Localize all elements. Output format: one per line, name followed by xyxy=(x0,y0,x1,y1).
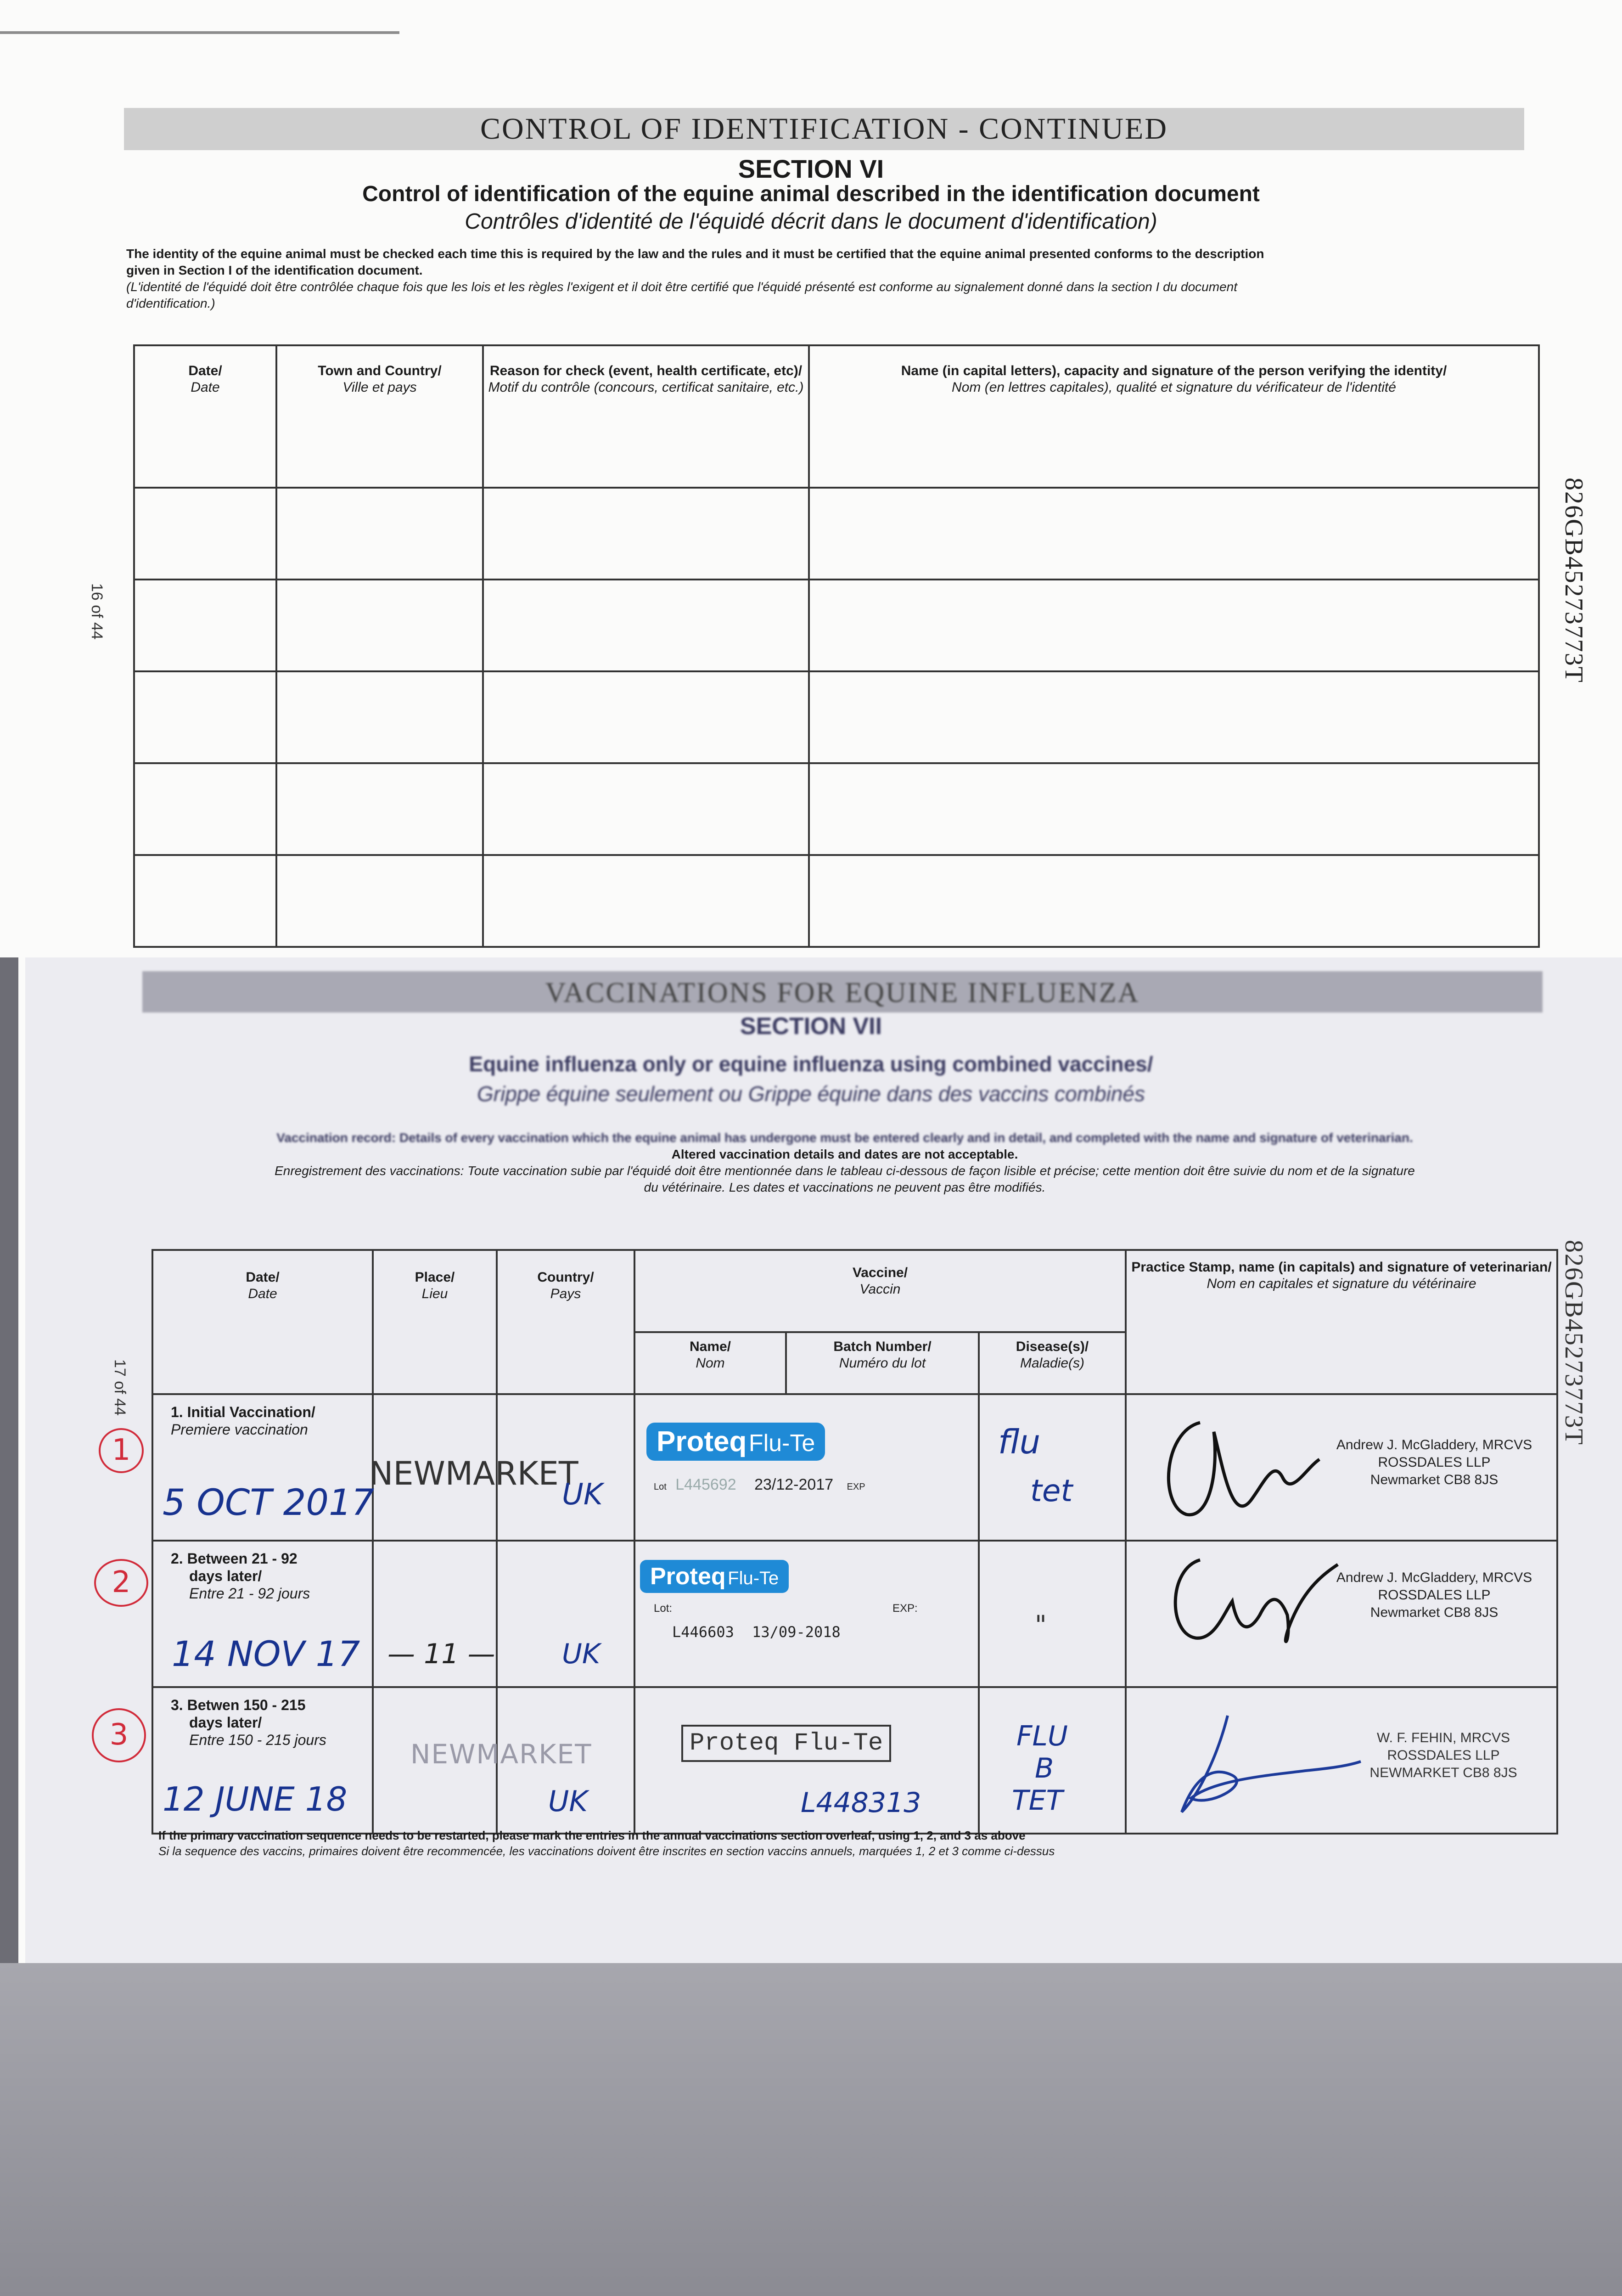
vacc-place-header xyxy=(373,1250,497,1394)
row2-lot-line xyxy=(672,1623,841,1641)
section6-intro-fr-1: (L'identité de l'équidé doit être contrôlée chaque fois que les lois et les règles l'exigent et il doit être certifié que l'équidé présenté est conforme au signalement donné dans la section I du document xyxy=(126,280,1237,294)
row3-vet-address: NEWMARKET CB8 8JS xyxy=(1369,1765,1517,1780)
row2-lot-label: Lot: xyxy=(654,1602,673,1615)
row1-date-handwritten: 5 OCT 2017 xyxy=(163,1482,375,1524)
row3-vet-stamp xyxy=(1333,1729,1554,1782)
vacc-date-fr: Date xyxy=(248,1286,277,1301)
vacc-place-fr: Lieu xyxy=(421,1286,448,1301)
vacc-place-en: Place/ xyxy=(415,1270,455,1285)
row3-vet-practice: ROSSDALES LLP xyxy=(1387,1748,1500,1763)
col-reason-fr: Motif du contrôle (concours, certificat sanitaire, etc.) xyxy=(488,380,804,395)
vacc-practice-fr: Nom en capitales et signature du vétérinaire xyxy=(1207,1276,1476,1291)
row2-vet-practice: ROSSDALES LLP xyxy=(1378,1587,1491,1603)
vacc-name-header xyxy=(634,1332,786,1394)
section6-subtitle: Contrôles d'identité de l'équidé décrit dans le document d'identification) xyxy=(465,209,1157,234)
section6-intro-en-1: The identity of the equine animal must be checked each time this is required by the law and the rules and it must be certified that the equine animal presented conforms to the description xyxy=(126,247,1264,261)
row2-label xyxy=(171,1550,310,1602)
table-cell[interactable] xyxy=(134,488,276,580)
row3-label-1: 3. Betwen 150 - 215 xyxy=(171,1697,306,1713)
vacc-name-fr: Nom xyxy=(696,1356,725,1371)
row2-vaccine-sub: Flu-Te xyxy=(728,1568,779,1588)
row1-vet-practice: ROSSDALES LLP xyxy=(1378,1455,1491,1470)
section6-title: Control of identification of the equine animal described in the identification document xyxy=(362,182,1260,206)
row2-label-fr: Entre 21 - 92 jours xyxy=(189,1585,310,1602)
table-cell[interactable] xyxy=(276,855,483,947)
vacc-row3-country-cell[interactable] xyxy=(497,1687,634,1834)
vaccination-header-row xyxy=(152,1250,1557,1332)
row3-disease-1: FLU xyxy=(1016,1720,1068,1752)
vacc-country-header xyxy=(497,1250,634,1394)
row1-country-handwritten: UK xyxy=(562,1478,603,1512)
vacc-vaccine-header xyxy=(634,1250,1126,1332)
page-edge-shadow xyxy=(0,957,18,1968)
vacc-practice-en: Practice Stamp, name (in capitals) and signature of veterinarian/ xyxy=(1131,1260,1552,1275)
table-row xyxy=(134,488,1539,580)
row3-label-fr: Entre 150 - 215 jours xyxy=(189,1732,326,1748)
section7-banner-text: VACCINATIONS FOR EQUINE INFLUENZA xyxy=(545,977,1140,1008)
table-cell[interactable] xyxy=(276,580,483,671)
table-cell[interactable] xyxy=(483,855,809,947)
vacc-date-header xyxy=(152,1250,373,1394)
section6-intro-fr-2: d'identification.) xyxy=(126,296,215,310)
vacc-row2-place-cell[interactable] xyxy=(373,1541,497,1687)
section7-subtitle: Grippe équine seulement ou Grippe équine dans des vaccins combinés xyxy=(477,1082,1145,1106)
table-cell[interactable] xyxy=(809,855,1539,947)
section7-intro-1: Vaccination record: Details of every vaccination which the equine animal has undergone must be entered clearly and in detail, and completed with the name and signature of veterinarian. xyxy=(276,1131,1413,1145)
table-cell[interactable] xyxy=(483,488,809,580)
vacc-row1-vaccine-cell[interactable] xyxy=(634,1394,979,1541)
section7-intro-2: Altered vaccination details and dates are not acceptable. xyxy=(671,1147,1018,1161)
row2-vaccine-brand: Proteq xyxy=(650,1563,726,1590)
vacc-batch-en: Batch Number/ xyxy=(833,1339,932,1355)
vacc-row2-vaccine-cell[interactable] xyxy=(634,1541,979,1687)
table-cell[interactable] xyxy=(483,671,809,763)
footnote-en: If the primary vaccination sequence needs to be restarted, please mark the entries in the annual vaccinations section overleaf, using 1, 2, and 3 as above xyxy=(158,1829,1026,1842)
vacc-row3-date-cell[interactable] xyxy=(152,1687,373,1834)
table-cell[interactable] xyxy=(134,855,276,947)
table-cell[interactable] xyxy=(809,671,1539,763)
row1-vaccine-label xyxy=(646,1423,825,1461)
vacc-row3-practice-cell[interactable] xyxy=(1126,1687,1557,1834)
row1-disease-2: tet xyxy=(1030,1473,1073,1508)
vaccination-row-2 xyxy=(152,1541,1557,1687)
vaccination-footnote xyxy=(158,1828,1536,1859)
vacc-row3-vaccine-cell[interactable] xyxy=(634,1687,979,1834)
vacc-row2-country-cell[interactable] xyxy=(497,1541,634,1687)
row1-vaccine-sub: Flu-Te xyxy=(748,1430,815,1457)
table-cell[interactable] xyxy=(134,580,276,671)
row1-label-en: 1. Initial Vaccination/ xyxy=(171,1404,315,1420)
page-number-16: 16 of 44 xyxy=(88,583,106,640)
vacc-row1-disease-cell[interactable] xyxy=(979,1394,1126,1541)
vacc-name-en: Name/ xyxy=(689,1339,731,1355)
vacc-vaccine-fr: Vaccin xyxy=(859,1282,901,1297)
row2-sequence-circle: 2 xyxy=(94,1559,148,1607)
vacc-row1-place-cell[interactable] xyxy=(369,1394,578,1541)
col-date-fr: Date xyxy=(191,380,220,395)
row1-lot-line xyxy=(654,1476,865,1494)
section7-title: Equine influenza only or equine influenza using combined vaccines/ xyxy=(469,1052,1153,1076)
table-row xyxy=(134,671,1539,763)
row1-vet-signature xyxy=(1145,1404,1338,1524)
vaccination-table xyxy=(152,1249,1558,1835)
passport-serial-number: 826GB45273773T xyxy=(1560,478,1588,683)
vacc-country-fr: Pays xyxy=(550,1286,581,1301)
vacc-country-en: Country/ xyxy=(537,1270,594,1285)
section6-intro-en-2: given in Section I of the identification document. xyxy=(126,263,423,277)
row2-vet-address: Newmarket CB8 8JS xyxy=(1370,1605,1499,1620)
row2-vaccine-label xyxy=(640,1560,789,1593)
row2-disease-ditto: " xyxy=(1035,1610,1047,1640)
vacc-vaccine-en: Vaccine/ xyxy=(852,1265,908,1280)
row1-lot-prefix: Lot xyxy=(654,1482,667,1492)
row3-disease-2: B xyxy=(1035,1752,1054,1784)
table-row xyxy=(134,763,1539,855)
vacc-row2-date-cell[interactable] xyxy=(152,1541,373,1687)
section7-intro-4: du vétérinaire. Les dates et vaccinations ne peuvent pas être modifiés. xyxy=(644,1180,1046,1194)
row2-place-ditto: — 11 — xyxy=(387,1638,495,1670)
row1-expiry: 23/12-2017 xyxy=(754,1476,834,1493)
section7-intro-3: Enregistrement des vaccinations: Toute vaccination subie par l'équidé doit être mentionnée dans le tableau ci-dessous de façon lisible et précise; cette mention doit être suivie du nom et de la signature xyxy=(275,1164,1415,1178)
vacc-batch-fr: Numéro du lot xyxy=(839,1356,926,1371)
section6-banner xyxy=(124,108,1524,150)
row3-lot-handwritten: L448313 xyxy=(801,1787,921,1819)
row2-country-handwritten: UK xyxy=(562,1638,601,1670)
vacc-row2-practice-cell[interactable] xyxy=(1126,1541,1557,1687)
vacc-date-en: Date/ xyxy=(246,1270,280,1285)
col-town-en: Town and Country/ xyxy=(318,363,442,378)
scanner-background xyxy=(0,1963,1622,2296)
section6-intro xyxy=(126,246,1504,312)
row2-exp-label: EXP: xyxy=(892,1602,918,1615)
row2-vet-stamp xyxy=(1319,1569,1549,1621)
row1-vaccine-brand: Proteq xyxy=(657,1426,747,1458)
table-row xyxy=(134,855,1539,947)
table-cell[interactable] xyxy=(276,488,483,580)
row2-expiry: 13/09-2018 xyxy=(752,1623,841,1641)
col-reason-en: Reason for check (event, health certificate, etc)/ xyxy=(489,363,803,378)
vacc-row1-date-cell[interactable] xyxy=(152,1394,373,1541)
row3-label xyxy=(171,1696,326,1749)
col-date-en: Date/ xyxy=(188,363,222,378)
row1-sequence-circle: 1 xyxy=(99,1428,144,1473)
row3-country-handwritten: UK xyxy=(548,1784,588,1818)
col-reason-header xyxy=(483,345,809,488)
vacc-batch-header xyxy=(786,1332,979,1394)
row1-place-stamp: NEWMARKET xyxy=(369,1455,578,1492)
vacc-row2-disease-cell[interactable] xyxy=(979,1541,1126,1687)
table-cell[interactable] xyxy=(134,763,276,855)
row3-vet-name: W. F. FEHIN, MRCVS xyxy=(1377,1730,1510,1745)
section7-label: SECTION VII xyxy=(740,1013,882,1040)
row3-date-handwritten: 12 JUNE 18 xyxy=(163,1780,348,1818)
table-cell[interactable] xyxy=(483,580,809,671)
vacc-disease-header xyxy=(979,1332,1126,1394)
col-date-header xyxy=(134,345,276,488)
section6-banner-text: CONTROL OF IDENTIFICATION - CONTINUED xyxy=(480,112,1168,146)
vacc-disease-en: Disease(s)/ xyxy=(1016,1339,1089,1355)
vaccination-row-1 xyxy=(152,1394,1557,1541)
row1-lot-number: L445692 xyxy=(675,1476,736,1493)
vacc-row3-disease-cell[interactable] xyxy=(979,1687,1126,1834)
row3-disease-3: TET xyxy=(1012,1784,1063,1817)
row1-vet-stamp xyxy=(1319,1436,1549,1489)
table-cell[interactable] xyxy=(134,671,276,763)
row1-vet-address: Newmarket CB8 8JS xyxy=(1370,1472,1499,1487)
row2-label-2: days later/ xyxy=(189,1568,262,1584)
vaccination-row-3 xyxy=(152,1687,1557,1834)
row1-disease-1: flu xyxy=(998,1423,1041,1461)
scan-edge-line xyxy=(0,31,399,34)
identification-check-table xyxy=(133,344,1540,948)
row2-date-handwritten: 14 NOV 17 xyxy=(172,1633,360,1674)
table-cell[interactable] xyxy=(483,763,809,855)
row2-label-1: 2. Between 21 - 92 xyxy=(171,1550,297,1567)
section7-intro xyxy=(152,1130,1538,1196)
row1-label xyxy=(171,1403,315,1438)
row3-label-2: days later/ xyxy=(189,1714,262,1731)
row3-vaccine-stamp: Proteq Flu-Te xyxy=(681,1725,891,1762)
page-number-17: 17 of 44 xyxy=(111,1359,129,1416)
section6-label: SECTION VI xyxy=(738,154,884,183)
table-row xyxy=(134,580,1539,671)
section7-banner xyxy=(142,971,1543,1013)
vacc-practice-header xyxy=(1126,1250,1557,1394)
col-name-header xyxy=(809,345,1539,488)
vacc-disease-fr: Maladie(s) xyxy=(1020,1356,1085,1371)
table-cell[interactable] xyxy=(809,763,1539,855)
row3-sequence-circle: 3 xyxy=(92,1708,146,1762)
row1-vet-name: Andrew J. McGladdery, MRCVS xyxy=(1336,1437,1532,1452)
row1-label-fr: Premiere vaccination xyxy=(171,1421,308,1438)
footnote-fr: Si la sequence des vaccins, primaires doivent être recommencée, les vaccinations doivent être inscrites en section vaccins annuels, marquées 1, 2 et 3 comme ci-dessus xyxy=(158,1844,1055,1858)
col-name-en: Name (in capital letters), capacity and signature of the person verifying the identity/ xyxy=(901,363,1447,378)
table-header-row xyxy=(134,345,1539,488)
table-cell[interactable] xyxy=(276,763,483,855)
col-name-fr: Nom (en lettres capitales), qualité et signature du vérificateur de l'identité xyxy=(952,380,1396,395)
col-town-header xyxy=(276,345,483,488)
row2-vet-signature xyxy=(1154,1546,1347,1652)
row3-place-stamp: NEWMARKET xyxy=(410,1739,592,1770)
vacc-row1-country-cell[interactable] xyxy=(497,1394,634,1541)
vacc-row1-practice-cell[interactable] xyxy=(1126,1394,1557,1541)
table-cell[interactable] xyxy=(809,488,1539,580)
row1-exp-label: EXP xyxy=(847,1482,865,1492)
passport-serial-number-lower: 826GB45273773T xyxy=(1560,1240,1588,1446)
col-town-fr: Ville et pays xyxy=(342,380,417,395)
row2-vet-name: Andrew J. McGladdery, MRCVS xyxy=(1336,1570,1532,1585)
table-cell[interactable] xyxy=(276,671,483,763)
row2-lot-number: L446603 xyxy=(672,1623,734,1641)
table-cell[interactable] xyxy=(809,580,1539,671)
